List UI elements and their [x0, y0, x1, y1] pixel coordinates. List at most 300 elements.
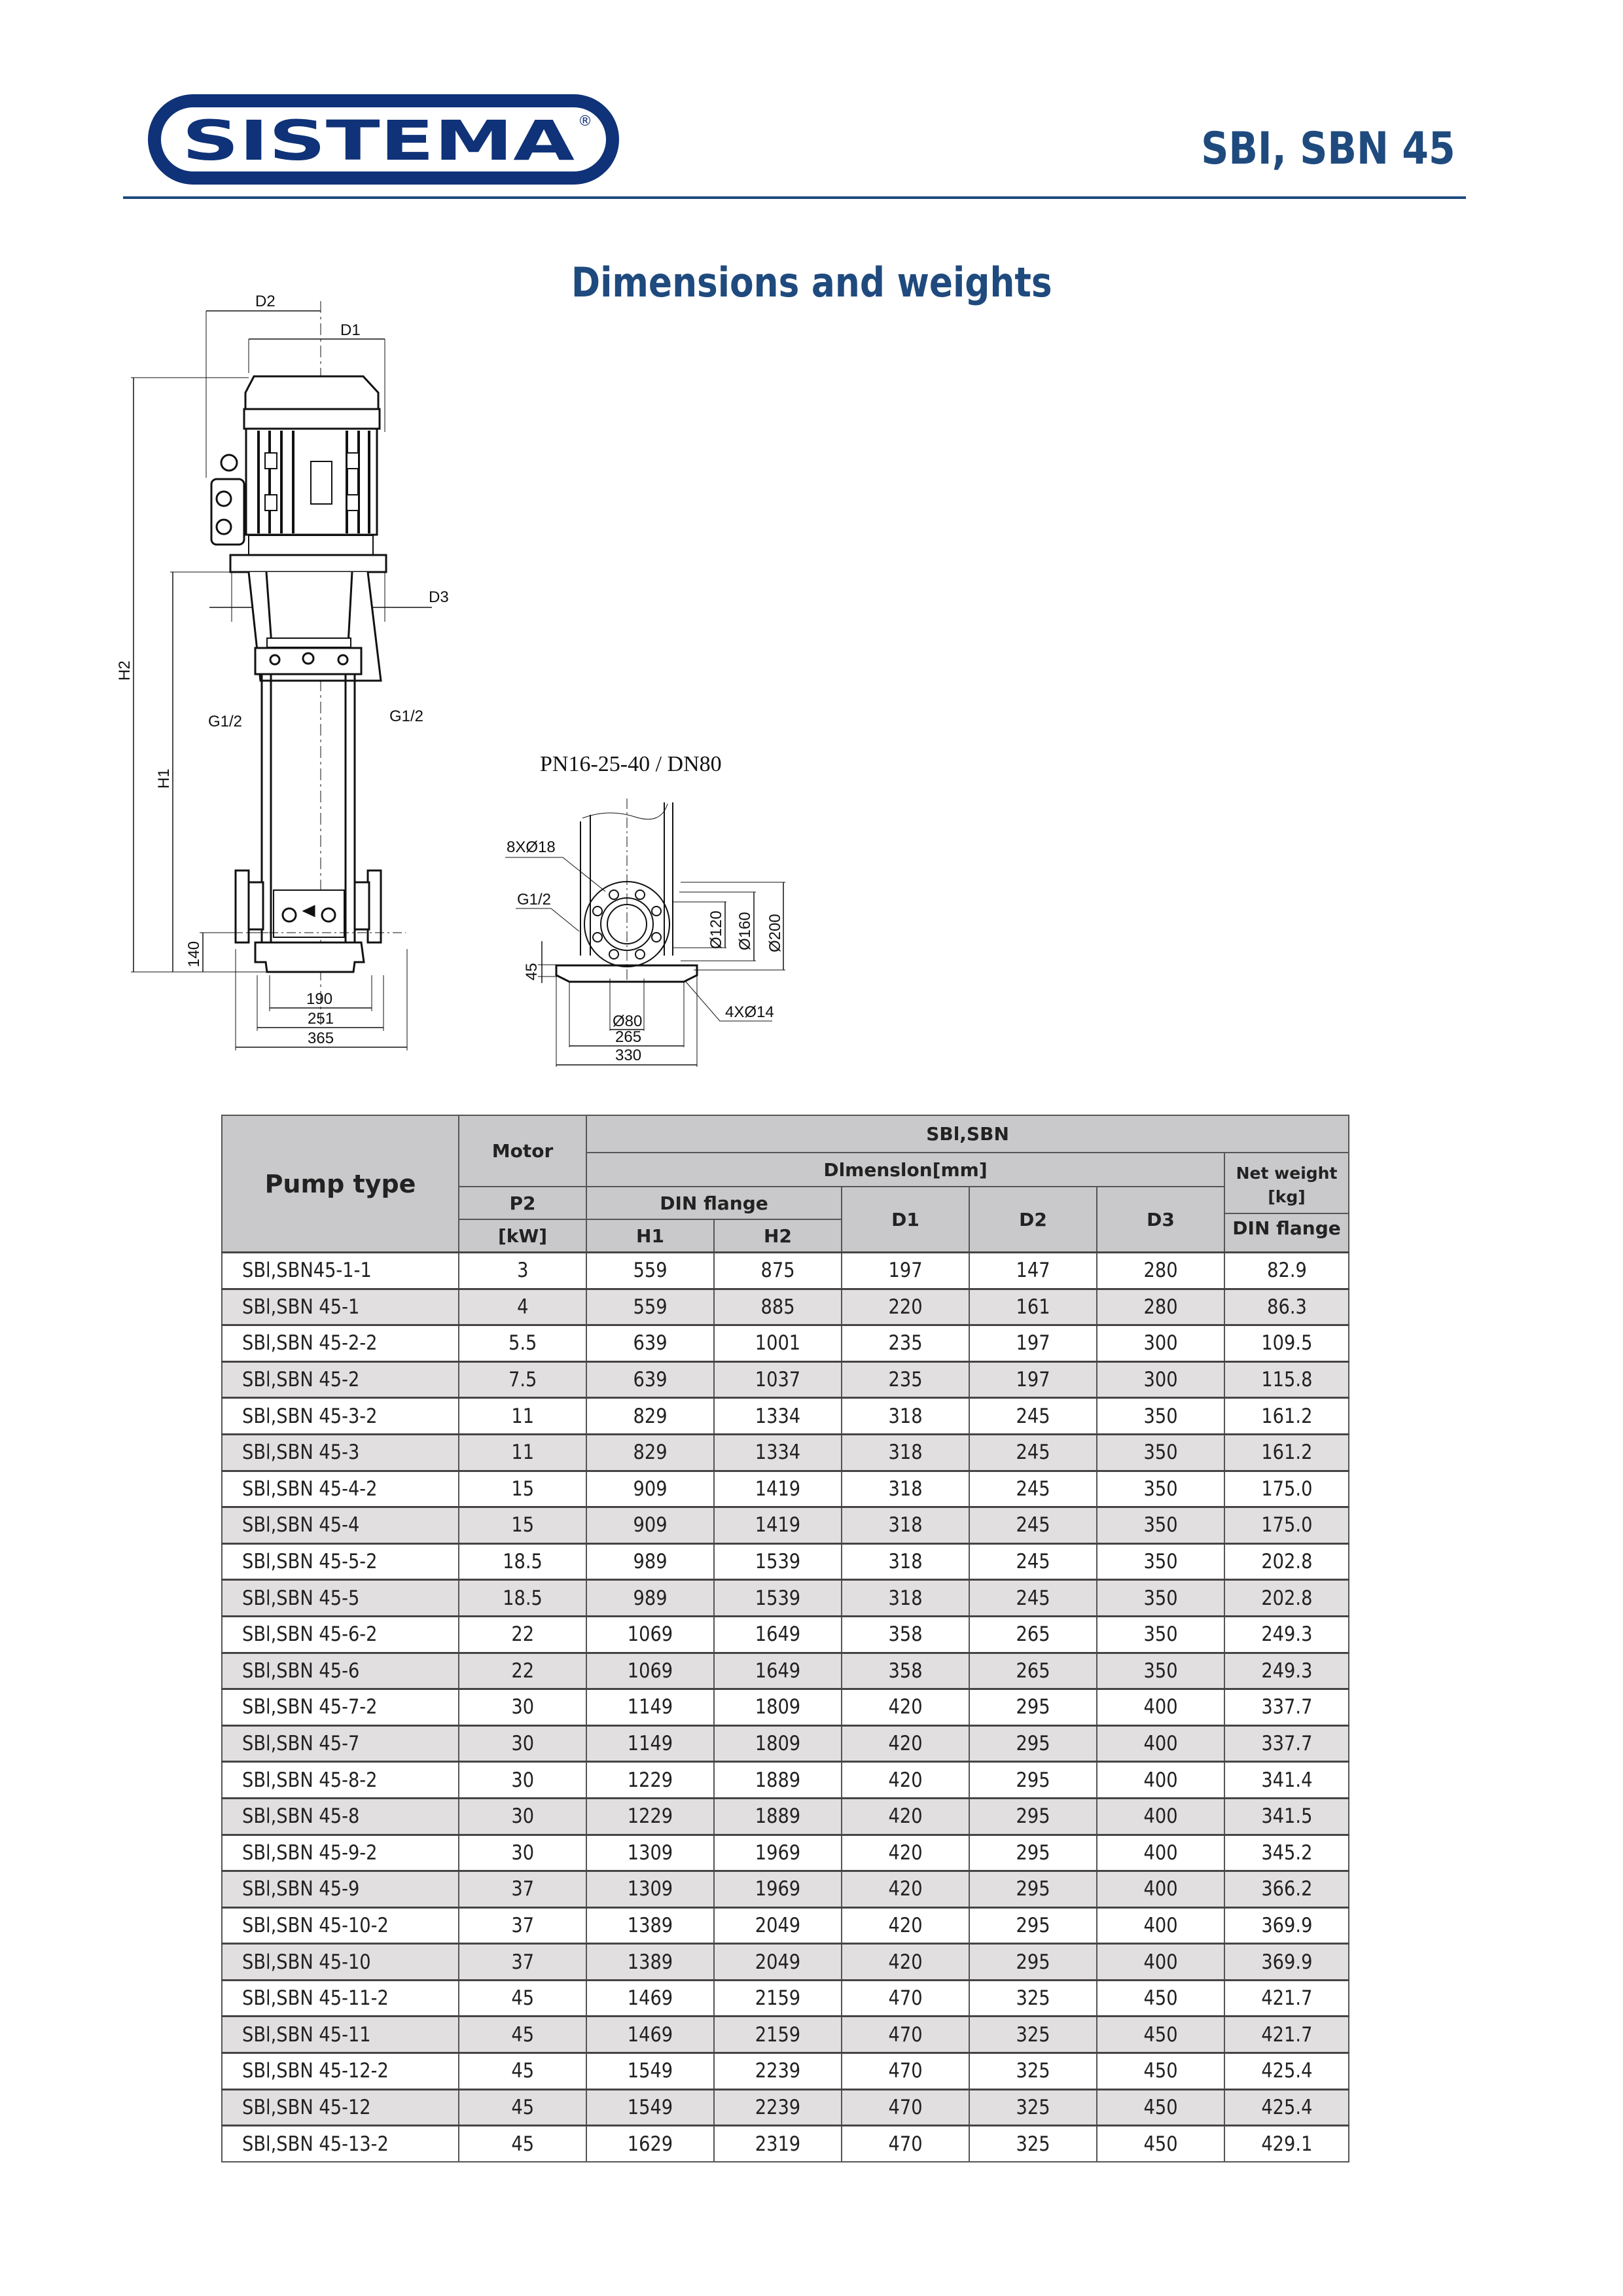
cell-d1-value: 420	[888, 1950, 923, 1974]
cell-d3	[1097, 2017, 1224, 2053]
cell-h2-value: 885	[760, 1295, 795, 1319]
cell-h2	[714, 1944, 842, 1981]
cell-h2-value: 1001	[755, 1331, 801, 1355]
cell-d3	[1097, 2126, 1224, 2162]
cell-d3-value: 350	[1143, 1477, 1178, 1501]
cell-h1	[586, 1253, 714, 1289]
cell-p2-value: 3	[516, 1259, 529, 1283]
label-g: G1/2	[517, 891, 552, 908]
cell-d1	[842, 1653, 969, 1689]
cell-d2-value: 197	[1016, 1368, 1050, 1392]
cell-d1-value: 470	[888, 2022, 923, 2047]
cell-p2-value: 7.5	[508, 1368, 537, 1392]
logo-graphic	[145, 92, 622, 187]
cell-d1	[842, 1944, 969, 1981]
label-h1: H1	[155, 768, 173, 789]
label-d160: Ø160	[736, 912, 754, 950]
cell-h2	[714, 2017, 842, 2053]
table-row	[222, 1907, 1349, 1944]
cell-d2	[969, 1289, 1097, 1325]
cell-p2-value: 37	[511, 1950, 534, 1974]
cell-p2-value: 18.5	[503, 1550, 543, 1574]
cell-d3	[1097, 1980, 1224, 2017]
cell-pump	[222, 2126, 459, 2162]
header-series: SBl,SBN	[586, 1115, 1349, 1153]
cell-d3	[1097, 1798, 1224, 1835]
cell-h1	[586, 1907, 714, 1944]
cell-p2-value: 15	[511, 1513, 534, 1537]
cell-pump-value: SBl,SBN 45-1	[242, 1295, 360, 1319]
cell-h1-value: 1389	[627, 1913, 673, 1937]
cell-d2-value: 295	[1016, 1768, 1050, 1792]
cell-pump	[222, 2053, 459, 2090]
cell-h1	[586, 1689, 714, 1726]
cell-pump	[222, 1907, 459, 1944]
cell-d1-value: 318	[888, 1513, 923, 1537]
cell-d3	[1097, 1325, 1224, 1362]
cell-h1	[586, 1616, 714, 1653]
cell-pump-value: SBl,SBN 45-10	[242, 1950, 371, 1974]
cell-d2	[969, 2089, 1097, 2126]
cell-weight	[1224, 1361, 1349, 1398]
cell-d1-value: 470	[888, 1986, 923, 2011]
cell-weight	[1224, 1289, 1349, 1325]
cell-d1	[842, 1325, 969, 1362]
cell-pump-value: SBl,SBN 45-6	[242, 1659, 360, 1683]
flange-standard-label: PN16-25-40 / DN80	[540, 752, 722, 776]
cell-d1	[842, 1361, 969, 1398]
cell-h2	[714, 1398, 842, 1435]
cell-pump	[222, 1871, 459, 1908]
cell-pump-value: SBl,SBN 45-7-2	[242, 1695, 378, 1719]
cell-h1-value: 1469	[627, 2022, 673, 2047]
cell-d1-value: 470	[888, 2095, 923, 2119]
table-row	[222, 1798, 1349, 1835]
label-190: 190	[306, 990, 333, 1008]
cell-weight-value: 369.9	[1260, 1913, 1313, 1937]
cell-d2-value: 325	[1016, 2132, 1050, 2156]
pump-drawing-svg	[118, 281, 497, 1086]
cell-d3	[1097, 1616, 1224, 1653]
cell-h2-value: 2239	[755, 2095, 801, 2119]
cell-d3-value: 350	[1143, 1659, 1178, 1683]
cell-weight-value: 86.3	[1266, 1295, 1307, 1319]
cell-pump	[222, 1980, 459, 2017]
cell-h1	[586, 1507, 714, 1544]
table-row	[222, 1289, 1349, 1325]
cell-d3	[1097, 1289, 1224, 1325]
cell-p2-value: 45	[511, 1986, 534, 2011]
cell-d1-value: 420	[888, 1913, 923, 1937]
cell-pump	[222, 1398, 459, 1435]
label-bolt-holes: 8XØ18	[507, 838, 556, 856]
cell-d2-value: 325	[1016, 2022, 1050, 2047]
cell-h1	[586, 1325, 714, 1362]
cell-d1-value: 420	[888, 1877, 923, 1901]
cell-d2	[969, 1543, 1097, 1580]
cell-d1	[842, 1253, 969, 1289]
cell-d2-value: 325	[1016, 2059, 1050, 2083]
cell-d1-value: 420	[888, 1732, 923, 1756]
cell-d3	[1097, 1907, 1224, 1944]
cell-p2-value: 30	[511, 1695, 534, 1719]
cell-d3	[1097, 1944, 1224, 1981]
cell-weight	[1224, 1871, 1349, 1908]
cell-d2-value: 295	[1016, 1877, 1050, 1901]
cell-h1-value: 1069	[627, 1623, 673, 1647]
cell-d2-value: 245	[1016, 1404, 1050, 1428]
cell-d3	[1097, 1871, 1224, 1908]
table-row	[222, 2089, 1349, 2126]
header-net-weight-din: DIN flange	[1225, 1213, 1348, 1243]
cell-d1	[842, 1835, 969, 1871]
cell-d2	[969, 1471, 1097, 1507]
cell-h2-value: 875	[760, 1259, 795, 1283]
cell-h1	[586, 1944, 714, 1981]
cell-pump-value: SBl,SBN 45-12-2	[242, 2059, 389, 2083]
header-divider	[123, 196, 1466, 199]
table-row	[222, 1434, 1349, 1471]
cell-weight	[1224, 1580, 1349, 1617]
cell-pump-value: SBl,SBN 45-6-2	[242, 1623, 378, 1647]
header-din-flange: DIN flange	[586, 1187, 842, 1219]
cell-h1-value: 1389	[627, 1950, 673, 1974]
cell-p2-value: 30	[511, 1840, 534, 1865]
cell-p2-value: 45	[511, 2095, 534, 2119]
cell-d2-value: 147	[1016, 1259, 1050, 1283]
header-pump-type: Pump type	[222, 1115, 459, 1253]
table-row	[222, 1616, 1349, 1653]
cell-d2-value: 245	[1016, 1477, 1050, 1501]
cell-d3-value: 350	[1143, 1513, 1178, 1537]
cell-h2	[714, 1616, 842, 1653]
header-net-weight-unit: [kg]	[1268, 1187, 1306, 1206]
cell-d1-value: 420	[888, 1695, 923, 1719]
cell-pump-value: SBl,SBN 45-4-2	[242, 1477, 378, 1501]
cell-h1-value: 1069	[627, 1659, 673, 1683]
cell-d2	[969, 1653, 1097, 1689]
cell-h1	[586, 1871, 714, 1908]
cell-p2	[459, 1653, 586, 1689]
cell-d3-value: 450	[1143, 2059, 1178, 2083]
cell-weight-value: 369.9	[1260, 1950, 1313, 1974]
cell-d3-value: 450	[1143, 2095, 1178, 2119]
label-g-right: G1/2	[389, 708, 424, 725]
cell-pump	[222, 1580, 459, 1617]
cell-pump-value: SBl,SBN 45-5	[242, 1586, 360, 1610]
cell-d3	[1097, 1725, 1224, 1762]
cell-h2	[714, 1325, 842, 1362]
cell-h2-value: 1334	[755, 1441, 801, 1465]
table-row	[222, 2126, 1349, 2162]
cell-pump	[222, 1434, 459, 1471]
cell-d3-value: 400	[1143, 1768, 1178, 1792]
cell-h2-value: 2049	[755, 1913, 801, 1937]
header-d1: D1	[842, 1187, 969, 1253]
cell-pump	[222, 2089, 459, 2126]
label-h2: H2	[116, 660, 134, 681]
cell-h2-value: 1969	[755, 1840, 801, 1865]
cell-d2-value: 295	[1016, 1913, 1050, 1937]
cell-h1-value: 559	[633, 1259, 668, 1283]
cell-d1	[842, 1471, 969, 1507]
header-d3: D3	[1097, 1187, 1224, 1253]
cell-d2	[969, 1871, 1097, 1908]
label-330: 330	[615, 1047, 642, 1064]
table-row	[222, 1944, 1349, 1981]
cell-d3-value: 400	[1143, 1695, 1178, 1719]
cell-p2-value: 45	[511, 2132, 534, 2156]
cell-d1	[842, 1507, 969, 1544]
cell-weight-value: 337.7	[1260, 1695, 1313, 1719]
cell-weight-value: 115.8	[1260, 1368, 1313, 1392]
cell-weight	[1224, 2089, 1349, 2126]
cell-d2-value: 325	[1016, 2095, 1050, 2119]
cell-h1-value: 1149	[627, 1732, 673, 1756]
cell-pump-value: SBl,SBN 45-2-2	[242, 1331, 378, 1355]
cell-d3	[1097, 1580, 1224, 1617]
cell-pump	[222, 1616, 459, 1653]
cell-p2	[459, 1944, 586, 1981]
cell-d3	[1097, 1361, 1224, 1398]
table-row	[222, 1471, 1349, 1507]
cell-weight	[1224, 1980, 1349, 2017]
cell-d3	[1097, 1398, 1224, 1435]
cell-weight	[1224, 1798, 1349, 1835]
cell-h1	[586, 1471, 714, 1507]
cell-d2	[969, 1907, 1097, 1944]
cell-d1	[842, 1798, 969, 1835]
cell-weight-value: 161.2	[1260, 1404, 1313, 1428]
cell-h2-value: 2319	[755, 2132, 801, 2156]
cell-h2-value: 2239	[755, 2059, 801, 2083]
cell-weight	[1224, 1507, 1349, 1544]
cell-pump	[222, 1507, 459, 1544]
cell-h1-value: 829	[633, 1404, 668, 1428]
cell-d3-value: 400	[1143, 1732, 1178, 1756]
cell-weight-value: 82.9	[1266, 1259, 1307, 1283]
cell-h1-value: 639	[633, 1368, 668, 1392]
cell-d3-value: 350	[1143, 1586, 1178, 1610]
table-row	[222, 1361, 1349, 1398]
cell-pump-value: SBl,SBN 45-8	[242, 1804, 360, 1829]
cell-h2	[714, 1289, 842, 1325]
cell-p2	[459, 1871, 586, 1908]
cell-d1-value: 197	[888, 1259, 923, 1283]
cell-d3-value: 280	[1143, 1295, 1178, 1319]
cell-h1	[586, 2089, 714, 2126]
pump-dimension-drawing	[118, 281, 497, 1086]
header-p2: P2	[459, 1187, 586, 1219]
cell-d3	[1097, 1689, 1224, 1726]
cell-d2-value: 245	[1016, 1513, 1050, 1537]
cell-p2-value: 15	[511, 1477, 534, 1501]
cell-p2	[459, 1980, 586, 2017]
cell-d3-value: 450	[1143, 2022, 1178, 2047]
cell-pump	[222, 1361, 459, 1398]
registered-mark: ®	[578, 113, 592, 130]
cell-h2	[714, 1689, 842, 1726]
cell-h1	[586, 1580, 714, 1617]
cell-d1-value: 318	[888, 1477, 923, 1501]
cell-pump-value: SBl,SBN 45-8-2	[242, 1768, 378, 1792]
table-row	[222, 1398, 1349, 1435]
cell-d3-value: 400	[1143, 1840, 1178, 1865]
cell-h2-value: 2159	[755, 1986, 801, 2011]
cell-d2	[969, 1507, 1097, 1544]
cell-d2-value: 295	[1016, 1732, 1050, 1756]
cell-h1	[586, 1434, 714, 1471]
cell-d1	[842, 1907, 969, 1944]
cell-p2-value: 45	[511, 2059, 534, 2083]
cell-d2	[969, 2126, 1097, 2162]
cell-d2	[969, 1580, 1097, 1617]
cell-weight-value: 249.3	[1260, 1623, 1313, 1647]
cell-weight-value: 421.7	[1260, 2022, 1313, 2047]
cell-h2-value: 1649	[755, 1659, 801, 1683]
label-140: 140	[185, 941, 203, 967]
cell-h1-value: 1229	[627, 1804, 673, 1829]
cell-p2	[459, 1725, 586, 1762]
cell-h2	[714, 1434, 842, 1471]
cell-d1-value: 420	[888, 1840, 923, 1865]
cell-d2-value: 265	[1016, 1623, 1050, 1647]
cell-weight	[1224, 1944, 1349, 1981]
cell-pump-value: SBl,SBN 45-11-2	[242, 1986, 389, 2011]
cell-pump	[222, 1253, 459, 1289]
cell-h1-value: 1149	[627, 1695, 673, 1719]
cell-pump	[222, 1725, 459, 1762]
cell-d1-value: 420	[888, 1804, 923, 1829]
cell-p2	[459, 1689, 586, 1726]
cell-h2-value: 1419	[755, 1513, 801, 1537]
cell-d1-value: 318	[888, 1441, 923, 1465]
cell-p2	[459, 2017, 586, 2053]
cell-weight	[1224, 1907, 1349, 1944]
cell-weight-value: 366.2	[1260, 1877, 1313, 1901]
cell-pump	[222, 1798, 459, 1835]
cell-h2	[714, 1653, 842, 1689]
cell-h2-value: 1419	[755, 1477, 801, 1501]
cell-h1-value: 1309	[627, 1877, 673, 1901]
cell-p2-value: 5.5	[508, 1331, 537, 1355]
cell-d1	[842, 2017, 969, 2053]
cell-weight-value: 429.1	[1260, 2132, 1313, 2156]
cell-h2	[714, 1507, 842, 1544]
cell-d1	[842, 2126, 969, 2162]
cell-pump	[222, 1543, 459, 1580]
cell-h1	[586, 1762, 714, 1799]
cell-d2-value: 245	[1016, 1586, 1050, 1610]
cell-weight	[1224, 1398, 1349, 1435]
cell-d2	[969, 1980, 1097, 2017]
cell-d2	[969, 1835, 1097, 1871]
header-motor: Motor	[459, 1115, 586, 1187]
cell-h2	[714, 1798, 842, 1835]
cell-weight	[1224, 1434, 1349, 1471]
model-title: SBI, SBN 45	[1201, 123, 1455, 175]
label-d80: Ø80	[613, 1013, 643, 1030]
cell-d3-value: 400	[1143, 1804, 1178, 1829]
cell-h1-value: 989	[633, 1586, 668, 1610]
cell-pump-value: SBl,SBN 45-2	[242, 1368, 360, 1392]
cell-weight-value: 421.7	[1260, 1986, 1313, 2011]
cell-weight-value: 202.8	[1260, 1586, 1313, 1610]
cell-d3-value: 400	[1143, 1913, 1178, 1937]
cell-d2-value: 265	[1016, 1659, 1050, 1683]
cell-h1-value: 829	[633, 1441, 668, 1465]
cell-d2	[969, 1253, 1097, 1289]
label-d1: D1	[340, 321, 361, 339]
cell-p2	[459, 1616, 586, 1653]
cell-h1	[586, 1835, 714, 1871]
cell-h1-value: 559	[633, 1295, 668, 1319]
cell-weight	[1224, 1762, 1349, 1799]
label-d120: Ø120	[707, 910, 725, 949]
cell-weight-value: 249.3	[1260, 1659, 1313, 1683]
cell-h2	[714, 1725, 842, 1762]
cell-h1-value: 909	[633, 1513, 668, 1537]
cell-d1-value: 235	[888, 1331, 923, 1355]
cell-p2-value: 22	[511, 1659, 534, 1683]
table-row	[222, 1835, 1349, 1871]
cell-d3	[1097, 1434, 1224, 1471]
cell-d1	[842, 1689, 969, 1726]
cell-d3-value: 350	[1143, 1550, 1178, 1574]
cell-d1-value: 358	[888, 1659, 923, 1683]
cell-d3-value: 280	[1143, 1259, 1178, 1283]
cell-d3-value: 400	[1143, 1877, 1178, 1901]
sistema-logo	[145, 92, 622, 187]
cell-p2	[459, 1398, 586, 1435]
cell-weight-value: 341.5	[1260, 1804, 1313, 1829]
cell-p2-value: 37	[511, 1877, 534, 1901]
cell-h2-value: 1889	[755, 1768, 801, 1792]
cell-p2-value: 30	[511, 1732, 534, 1756]
cell-d2-value: 325	[1016, 1986, 1050, 2011]
cell-h1-value: 1229	[627, 1768, 673, 1792]
label-d3: D3	[429, 588, 449, 606]
cell-d1	[842, 1398, 969, 1435]
cell-d3	[1097, 1471, 1224, 1507]
cell-d3-value: 450	[1143, 1986, 1178, 2011]
cell-pump-value: SBl,SBN 45-9-2	[242, 1840, 378, 1865]
table-row	[222, 1871, 1349, 1908]
label-365: 365	[308, 1030, 334, 1047]
cell-h1	[586, 2017, 714, 2053]
cell-h2	[714, 1471, 842, 1507]
cell-d1	[842, 1580, 969, 1617]
cell-d3-value: 350	[1143, 1441, 1178, 1465]
cell-p2-value: 45	[511, 2022, 534, 2047]
cell-h2	[714, 1871, 842, 1908]
cell-p2	[459, 1507, 586, 1544]
cell-d1	[842, 2053, 969, 2090]
cell-pump	[222, 1471, 459, 1507]
cell-pump-value: SBl,SBN 45-11	[242, 2022, 371, 2047]
cell-d3	[1097, 2053, 1224, 2090]
cell-weight-value: 161.2	[1260, 1441, 1313, 1465]
cell-p2	[459, 1434, 586, 1471]
cell-h2	[714, 1361, 842, 1398]
cell-h1-value: 1469	[627, 1986, 673, 2011]
cell-h1-value: 1629	[627, 2132, 673, 2156]
cell-d1	[842, 1871, 969, 1908]
cell-h1	[586, 1653, 714, 1689]
cell-p2	[459, 2126, 586, 2162]
cell-h2	[714, 2089, 842, 2126]
cell-h2-value: 1889	[755, 1804, 801, 1829]
